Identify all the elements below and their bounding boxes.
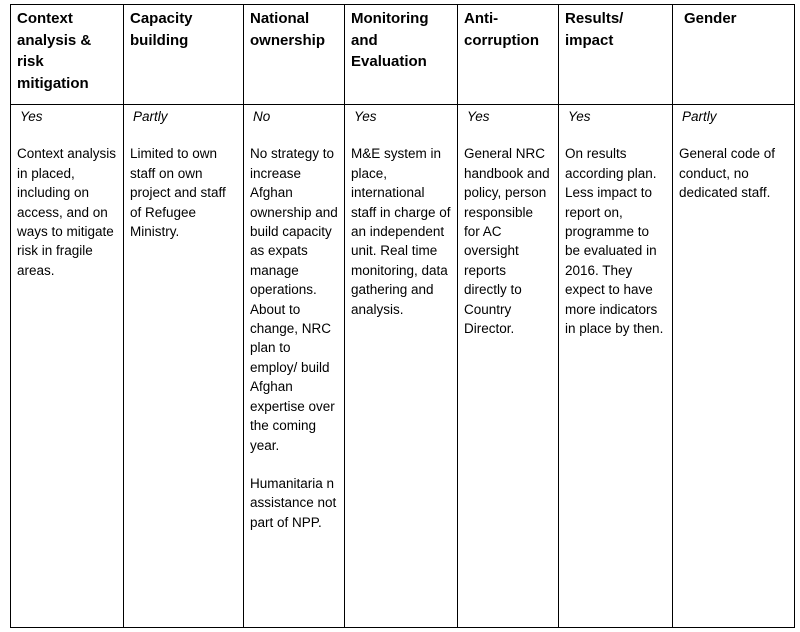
assessment-table	[10, 4, 795, 628]
rating-context-analysis: Yes	[20, 109, 43, 124]
description-national-ownership: No strategy to increase Afghan ownership and build capacity as expats manage operations. About to change, NRC plan to employ/ build Afghan expertise over the coming year.	[250, 146, 338, 453]
header-anti-corruption: Anti-corruption	[458, 5, 559, 105]
cell-monitoring-evaluation	[345, 105, 458, 628]
description-anti-corruption: General NRC handbook and policy, person responsible for AC oversight reports directly to Country Director.	[464, 146, 550, 337]
table-row	[11, 105, 795, 628]
cell-national-ownership	[244, 105, 345, 628]
header-context-analysis: Context analysis & risk mitigation	[11, 5, 124, 105]
description-monitoring-evaluation: M&E system in place, international staff in charge of an independent unit. Real time monitoring, data gathering and analysis.	[351, 146, 451, 317]
rating-results-impact: Yes	[568, 109, 591, 124]
description-results-impact: On results according plan. Less impact to report on, programme to be evaluated in 2016. They expect to have more indicators in place by then.	[565, 146, 664, 337]
header-gender: Gender	[673, 5, 795, 105]
header-monitoring-evaluation: Monitoring and Evaluation	[345, 5, 458, 105]
header-results-impact: Results/ impact	[559, 5, 673, 105]
header-row	[11, 5, 795, 105]
header-national-ownership: National ownership	[244, 5, 345, 105]
cell-anti-corruption	[458, 105, 559, 628]
header-capacity-building: Capacity building	[124, 5, 244, 105]
cell-results-impact	[559, 105, 673, 628]
rating-gender: Partly	[682, 109, 717, 124]
rating-monitoring-evaluation: Yes	[354, 109, 377, 124]
rating-anti-corruption: Yes	[467, 109, 490, 124]
note-national-ownership: Humanitaria n assistance not part of NPP.	[250, 475, 337, 530]
rating-capacity-building: Partly	[133, 109, 168, 124]
rating-national-ownership: No	[253, 109, 271, 124]
cell-capacity-building	[124, 105, 244, 628]
cell-context-analysis	[11, 105, 124, 628]
description-capacity-building: Limited to own staff on own project and staff of Refugee Ministry.	[130, 146, 226, 240]
cell-gender	[673, 105, 795, 628]
description-context-analysis: Context analysis in placed, including on access, and on ways to mitigate risk in fragile areas.	[17, 146, 117, 278]
description-gender: General code of conduct, no dedicated staff.	[679, 146, 776, 201]
